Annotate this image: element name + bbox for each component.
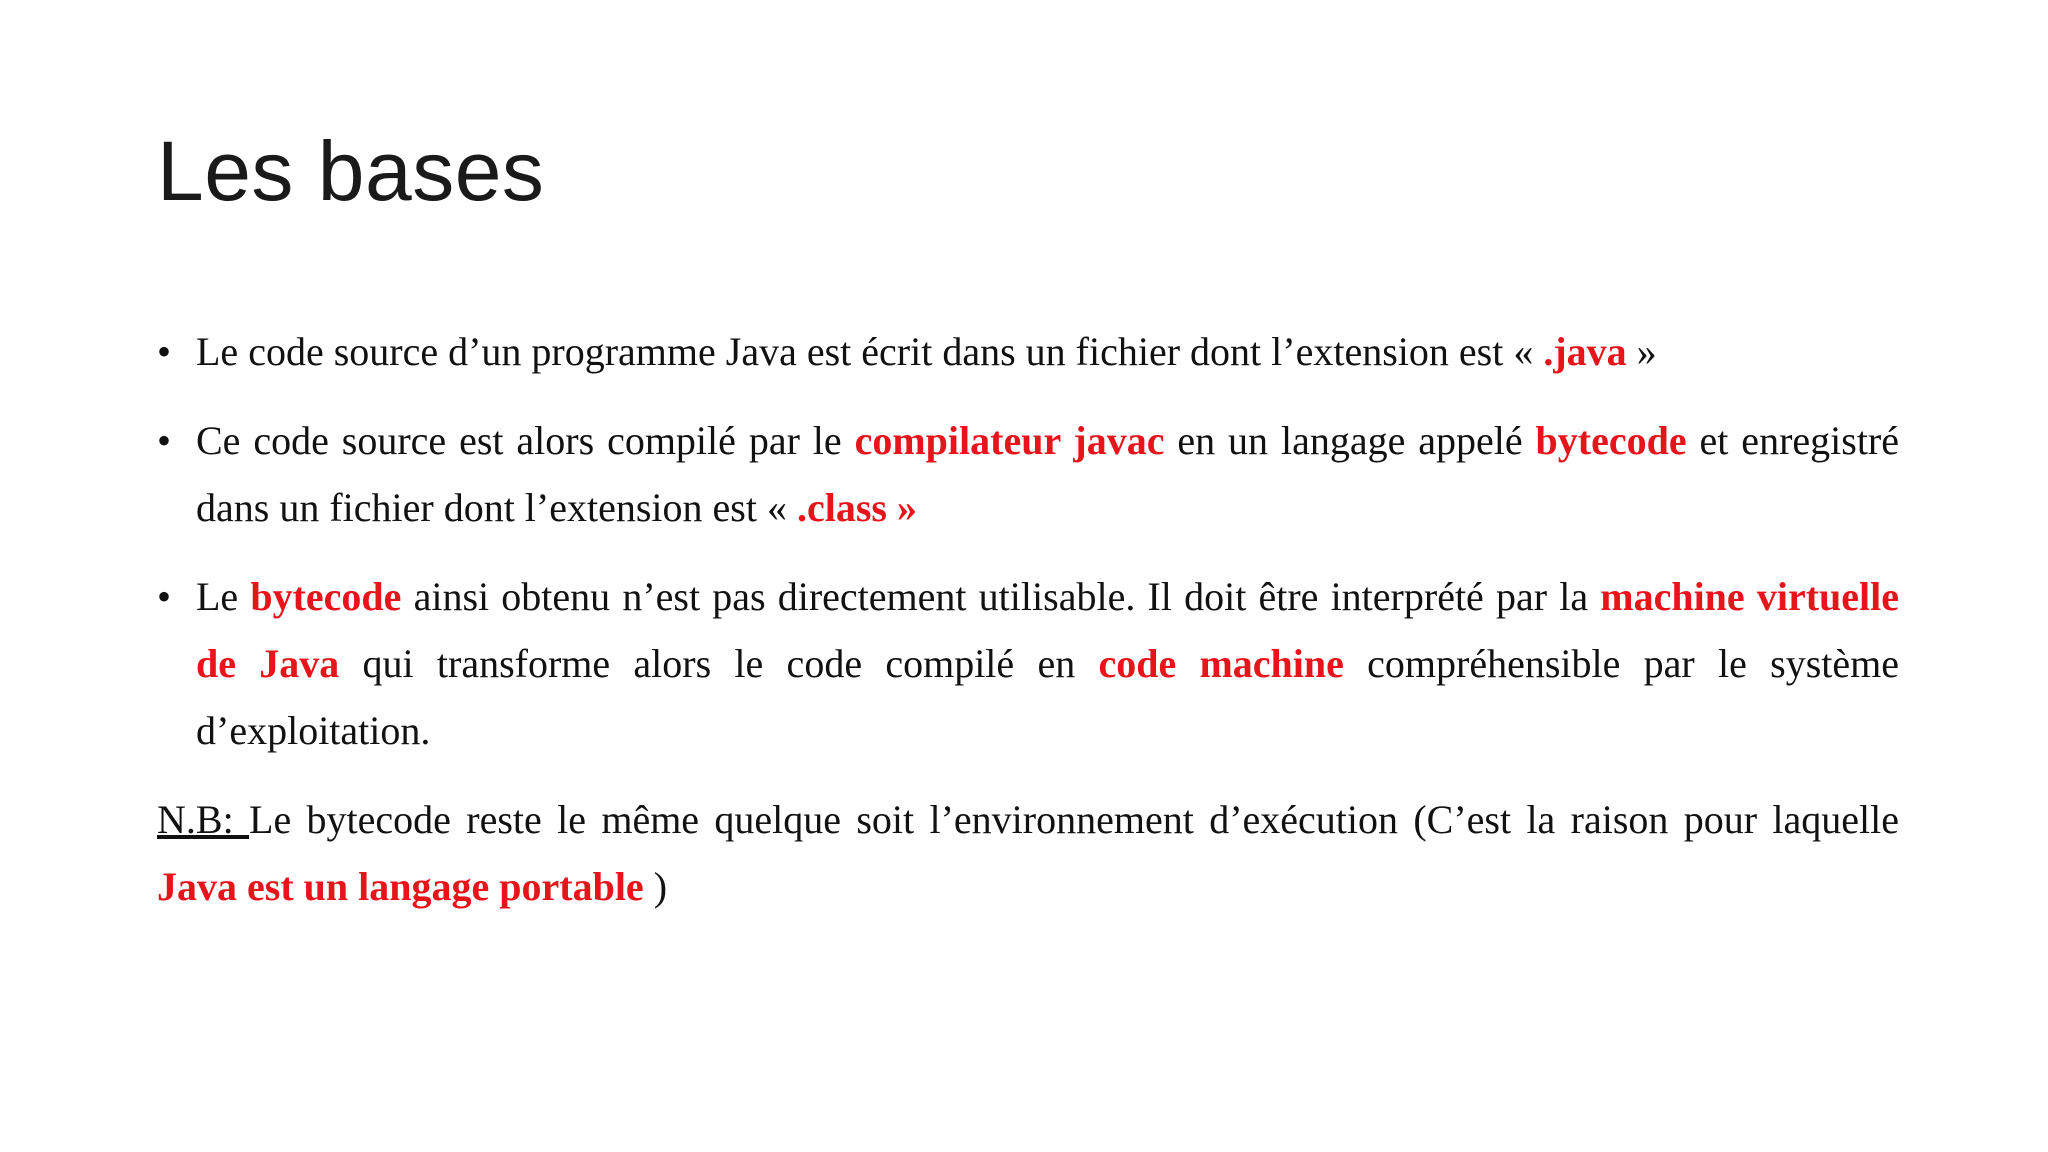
note-text: ) — [643, 864, 668, 909]
highlight-bytecode: bytecode — [1535, 418, 1687, 463]
bullet-dot-icon: • — [157, 329, 172, 374]
bullet-text: en un langage appelé — [1164, 418, 1536, 463]
bullet-text: ainsi obtenu n’est pas directement utilisable. Il doit être interprété par la — [401, 574, 1601, 619]
bullet-dot-icon: • — [157, 574, 172, 619]
bullet-text: Le code source d’un programme Java est écrit dans un fichier dont l’extension est « — [196, 329, 1544, 374]
highlight-portable: Java est un langage portable — [157, 864, 644, 909]
highlight-jvm: machine virtuelle de Java — [196, 574, 1900, 686]
highlight-bytecode: bytecode — [250, 574, 402, 619]
bullet-text: » — [1626, 329, 1657, 374]
slide-title: Les bases — [157, 124, 545, 218]
note-label: N.B: — [157, 797, 250, 842]
bullet-text: compréhensible par le système d’exploitation. — [196, 641, 1899, 753]
note-text: Le bytecode reste le même quelque soit l’environnement d’exécution (C’est la raison pour laquelle — [249, 797, 1900, 842]
bullet-text: qui transforme alors le code compilé en — [339, 641, 1099, 686]
bullet-item-jvm — [157, 563, 1899, 764]
bullet-text: et enregistré dans un fichier dont l’extension est « — [196, 418, 1900, 530]
highlight-class-extension: .class » — [796, 485, 917, 530]
bullet-item-source-code — [157, 318, 1899, 385]
note-paragraph — [157, 786, 1899, 920]
bullet-text: Le — [196, 574, 251, 619]
bullet-dot-icon: • — [157, 418, 172, 463]
slide-body — [157, 318, 1899, 920]
bullet-list — [157, 318, 1899, 764]
highlight-java-extension: .java — [1543, 329, 1627, 374]
bullet-text: Ce code source est alors compilé par le — [196, 418, 855, 463]
highlight-machine-code: code machine — [1098, 641, 1344, 686]
bullet-item-compilation — [157, 407, 1899, 541]
highlight-compiler: compilateur javac — [854, 418, 1165, 463]
